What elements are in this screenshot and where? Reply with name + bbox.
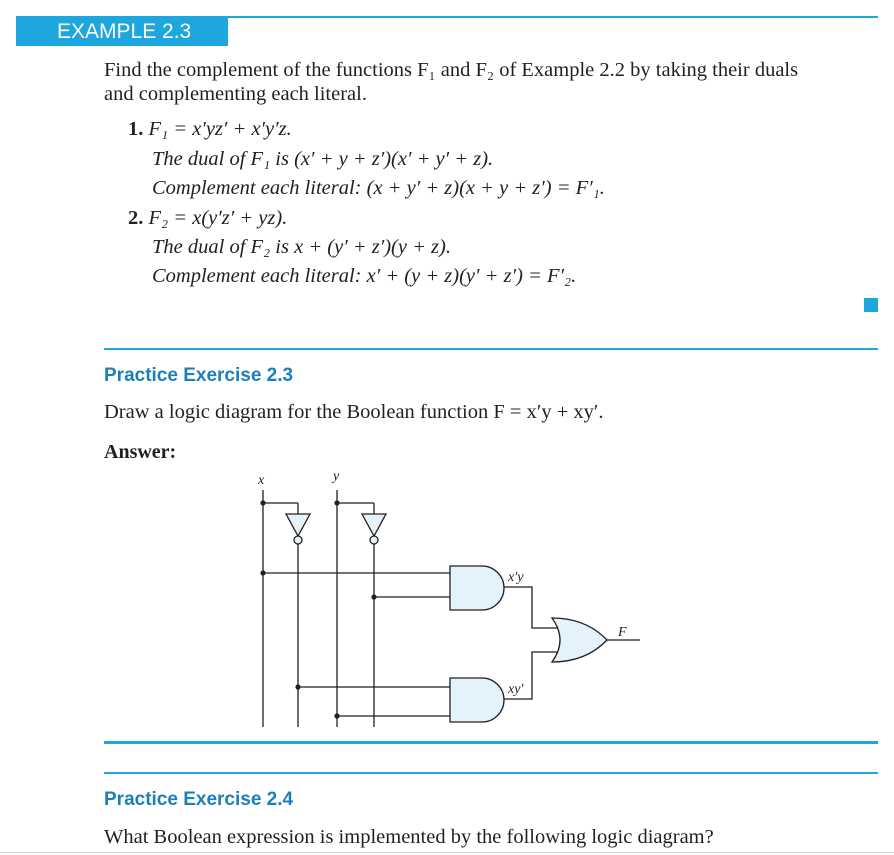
or-gate [552,618,607,662]
label-input-x: x [258,473,265,488]
label-and1-output: x′y [508,570,524,585]
label-or-output: F [618,625,627,640]
and-gate-2 [450,678,504,722]
not-gate-y [362,514,386,536]
label-and2-output: xy′ [508,682,524,697]
item-1-dual: The dual of F₁ is (x′ + y + z′)(x′ + y′ + z). [152,148,494,170]
junction-and1-y [371,594,376,599]
junction-y-not [334,500,339,505]
item-2-complement: Complement each literal: x′ + (y + z)(y′ + z′) = F′₂. [152,265,577,287]
not-gate-x [286,514,310,536]
practice-23-question: Draw a logic diagram for the Boolean function F = x′y + xy′. [104,401,604,423]
practice-23-heading: Practice Exercise 2.3 [104,365,294,386]
example-tag: EXAMPLE 2.3 [16,17,228,46]
junction-x-not [260,500,265,505]
practice-24-heading: Practice Exercise 2.4 [104,789,294,810]
item-1-number: 1. [128,118,144,140]
junction-and1-xprime [260,570,265,575]
intro-line-2: and complementing each literal. [104,83,367,105]
answer-label: Answer: [104,441,177,463]
not-gate-x-bubble [294,536,302,544]
intro-line-1: Find the complement of the functions F₁ and F₂ of Example 2.2 by taking their duals [104,59,799,81]
item-1-complement: Complement each literal: (x + y′ + z)(x + y + z′) = F′₁. [152,177,605,199]
item-2-dual: The dual of F₂ is x + (y′ + z′)(y + z). [152,236,451,258]
and-gate-1 [450,566,504,610]
junction-and2-x [295,684,300,689]
item-2-number: 2. [128,207,144,229]
and1-output-wire [504,587,558,628]
junction-and2-yprime [334,713,339,718]
practice-23-end-rule [104,741,878,744]
label-input-y: y [333,469,340,484]
item-1-expression: F₁ = x′yz′ + x′y′z. [148,118,292,140]
page-bottom-edge [0,852,894,853]
practice-24-question: What Boolean expression is implemented by the following logic diagram? [104,826,714,848]
item-2-expression: F₂ = x(y′z′ + yz). [148,207,288,229]
not-gate-y-bubble [370,536,378,544]
practice-24-rule [104,772,878,774]
